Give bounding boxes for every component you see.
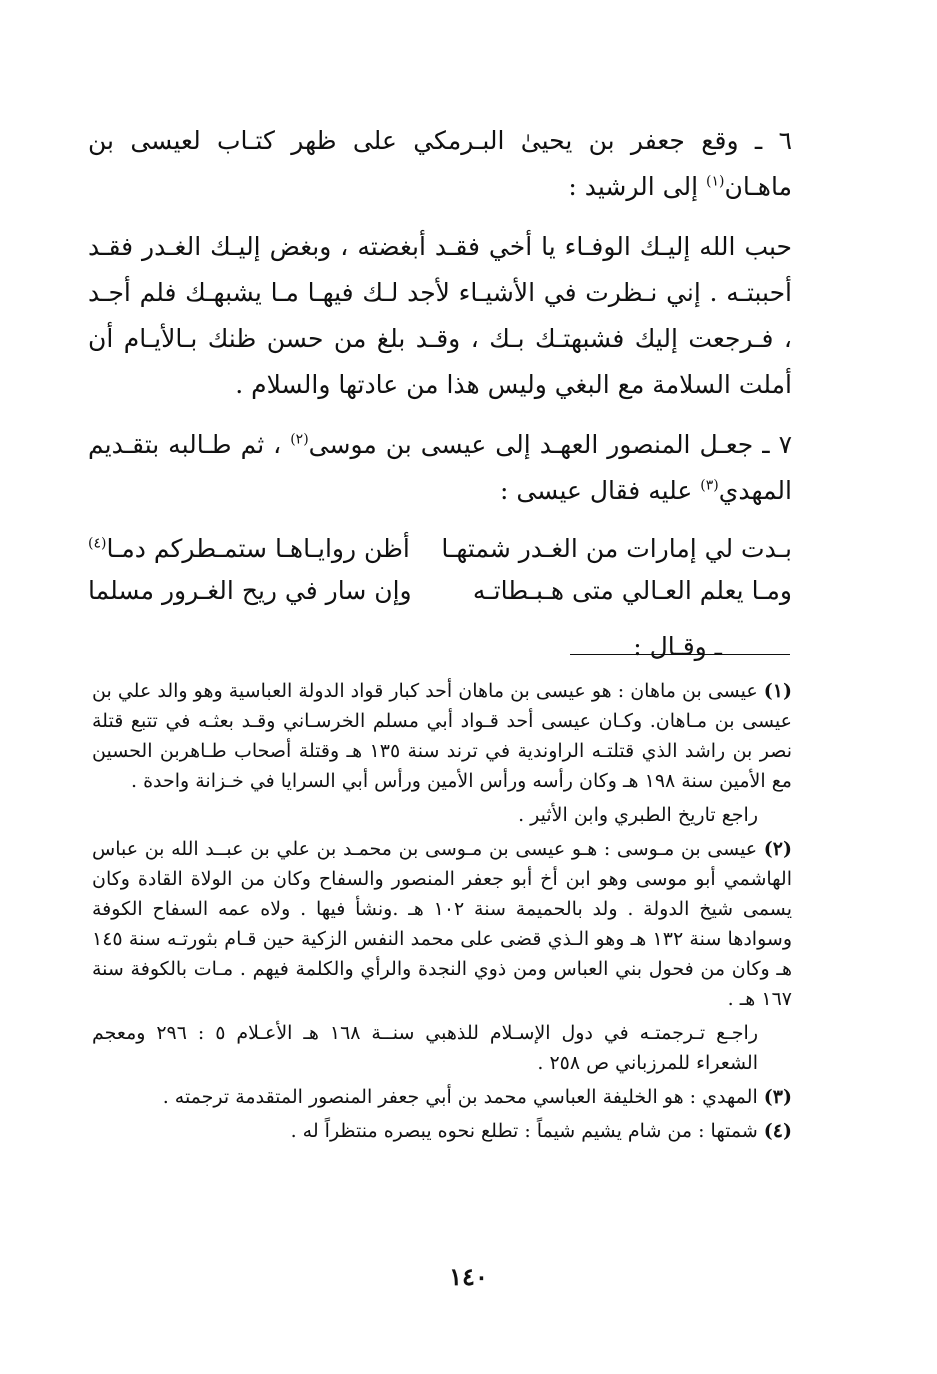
entry-6-text-tail: إلى الرشيد :	[568, 172, 707, 201]
footnote-2-text: عيسى بن مـوسى : هـو عيسى بن مـوسى بن محمـد بن علي بن عبــد الله بن عباس الهاشمي أبو موسى وهو ابن أخ أبو جعفر المنصور والسفاح وكان من الولاة القادة وكان يسمى شيخ الدولة . ولد بالحميمة سنة ١٠٢ هـ .ونشأ فيها . ولاه عمه السفاح الكوفة وسوادها سنة ١٣٢ هـ وهو الـذي قضى على محمد النفس الزكية حين قـام بثورتـه سنة ١٤٥ هـ وكان من فحول بني العباس ومن ذوي النجدة والرأي والكلمة فيهم . مـات بالكوفة سنة ١٦٧ هـ .	[92, 838, 792, 1010]
footnote-ref-1: (١)	[706, 173, 725, 190]
page-number: ١٤٠	[449, 1262, 488, 1291]
footnote-4-text: شمتها : من شام يشيم شيماً : تطلع نحوه يبصره منتظراً له .	[290, 1120, 764, 1142]
entry-7-text-mid: ، ثم طـالبه بتقـديم المهدي	[88, 430, 792, 505]
footnote-1-text: عيسى بن ماهان : هو عيسى بن ماهان أحد كبار قواد الدولة العباسية وهو والد علي بن عيسى بن مـاهان. وكـان عيسى أحد قـواد أبي مسلم الخرسـاني وقـد بعثـه في تتبع قتلة نصر بن راشد الذي قتلتـه الراوندية في ترند سنة ١٣٥ هـ وقتلة أصحاب طـاهربن الحسين مع الأمين سنة ١٩٨ هـ وكان رأسه ورأس الأمين ورأس أبي السرايا في خـزانة واحدة .	[92, 680, 792, 792]
footnote-2-number: (٢)	[763, 838, 792, 860]
footnote-4	[92, 1116, 792, 1146]
footnote-3-number: (٣)	[763, 1086, 792, 1108]
entry-6-paragraph	[88, 118, 792, 210]
footnote-ref-4: (٤)	[88, 535, 107, 552]
entry-7-paragraph	[88, 422, 792, 514]
footnote-ref-3: (٣)	[700, 477, 719, 494]
footnote-2	[92, 834, 792, 1014]
closing-line: ـ وقـال :	[633, 632, 722, 661]
footnote-2-reference: راجـع تـرجمتـه في دول الإسـلام للذهبي سنــة ١٦٨ هـ الأعـلام ٥ : ٢٩٦ ومعجم الشعراء للمرزباني ص ٢٥٨ .	[92, 1022, 759, 1074]
entry-7-text: ٧ ـ جعـل المنصور العهـد إلى عيسى بن موسى	[308, 430, 792, 459]
verse-2-first-hemistich: ومـا يعلم العـالي متى هـبـطاتـه	[472, 576, 792, 605]
entry-6-text: ٦ ـ وقع جعفر بن يحيىٰ البـرمكي على ظهر كتـاب لعيسى بن ماهـان	[88, 126, 792, 201]
main-text	[88, 118, 792, 670]
footnote-ref-2: (٢)	[290, 431, 309, 448]
footnote-separator	[570, 654, 790, 655]
footnote-4-number: (٤)	[763, 1120, 792, 1142]
verse-line-2	[88, 570, 792, 612]
verse-1-second-hemistich	[88, 528, 410, 570]
footnote-3	[92, 1082, 792, 1112]
footnote-1-number: (١)	[763, 680, 792, 702]
verse-2-second-hemistich: وإن سار في ريح الغـرور مسلما	[88, 576, 412, 605]
footnote-1-reference: راجع تاريخ الطبري وابن الأثير .	[518, 804, 758, 826]
verse-1-second-text: أظن روايـاهـا ستمـطركم دمـا	[106, 534, 410, 563]
footnotes	[92, 676, 792, 1150]
verse-line-1	[88, 528, 792, 570]
poem	[88, 528, 792, 612]
letter-paragraph: حبب الله إليـك الوفـاء يا أخي فقـد أبغضته ، وبغض إليـك الغـدر فقـد أحببتـه . إني نـظرت في الأشيـاء لأجد لـك فيهـا مـا يشبهـك فلم أجـد ، فـرجعت إليك فشبهتـك بـك ، وقـد بلغ من حسن ظنك بـالأيـام أن أملت السلامة مع البغي وليس هذا من عادتها والسلام .	[88, 232, 792, 399]
entry-7-text-tail: عليه فقال عيسى :	[499, 476, 701, 505]
footnote-1	[92, 676, 792, 796]
footnote-3-text: المهدي : هو الخليفة العباسي محمد بن أبي جعفر المنصور المتقدمة ترجمته .	[162, 1086, 764, 1108]
verse-1-first-hemistich: بـدت لي إمارات من الغـدر شمتهـا	[441, 534, 792, 563]
